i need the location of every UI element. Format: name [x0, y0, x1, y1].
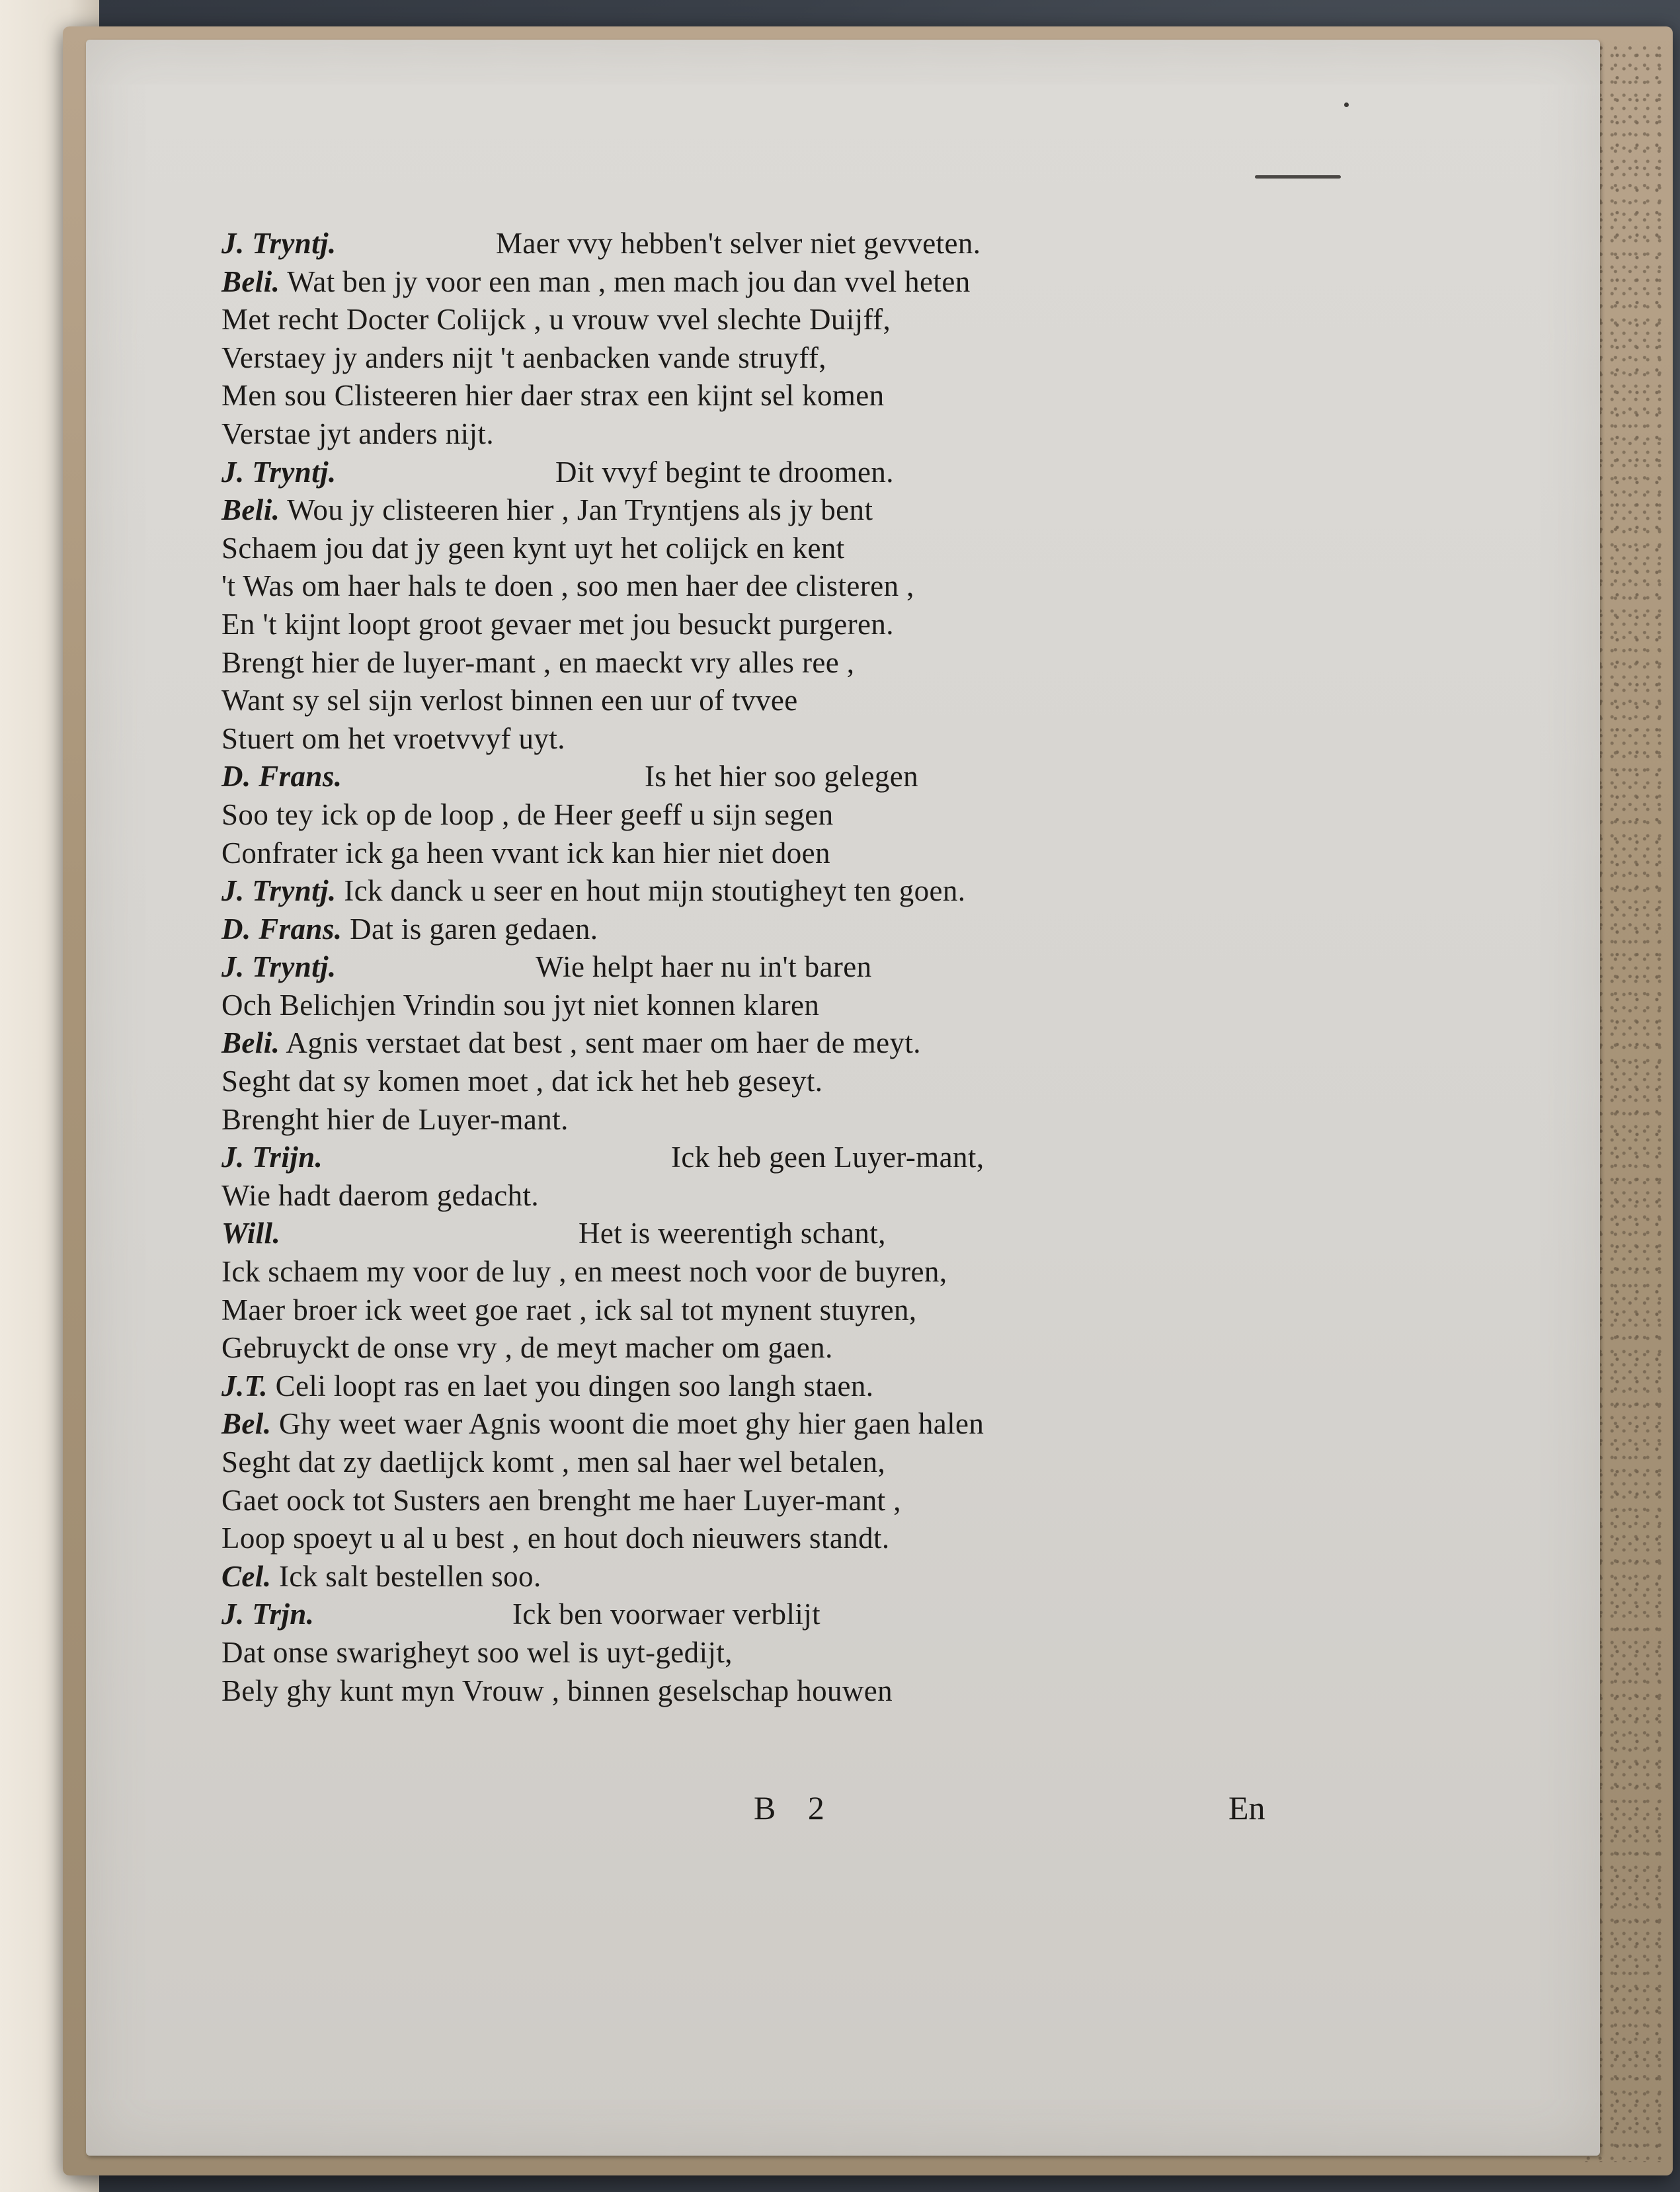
verse-line	[221, 1672, 1226, 1711]
signature-mark: B 2	[754, 1789, 836, 1826]
verse-text-block	[221, 225, 1226, 1710]
verse-line	[221, 987, 1226, 1025]
speaker-name: D. Frans.	[221, 760, 342, 793]
line-text: 't Was om haer hals te doen , soo men haer dee clisteren ,	[221, 569, 914, 603]
verse-line	[221, 567, 1226, 606]
verse-line	[221, 834, 1226, 873]
line-text: Verstae jyt anders nijt.	[221, 417, 494, 450]
speaker-name: J. Trjn.	[221, 1598, 315, 1631]
verse-line	[221, 758, 1226, 796]
line-text: Brenght hier de Luyer-mant.	[221, 1102, 569, 1136]
speaker-name: J. Tryntj.	[221, 227, 337, 260]
speaker-name: Will.	[221, 1217, 281, 1250]
speaker-name: Cel.	[221, 1559, 272, 1593]
verse-line	[221, 1215, 1226, 1253]
line-text-continued: Maer vvy hebben't selver niet gevveten.	[496, 227, 981, 260]
line-text-continued: Is het hier soo gelegen	[645, 760, 919, 793]
verse-line	[221, 720, 1226, 758]
verse-line	[221, 948, 1226, 987]
speaker-name: J. Tryntj.	[221, 455, 337, 489]
line-text-continued: Dit vvyf begint te droomen.	[555, 455, 894, 489]
line-text: Celi loopt ras en laet you dingen soo langh staen.	[275, 1369, 874, 1402]
verse-line	[221, 339, 1226, 378]
line-text: Verstaey jy anders nijt 't aenbacken vande struyff,	[221, 341, 826, 374]
verse-line	[221, 454, 1226, 492]
verse-line	[221, 1482, 1226, 1520]
line-text: Dat is garen gedaen.	[350, 912, 598, 946]
line-text: Ick schaem my voor de luy , en meest noch voor de buyren,	[221, 1255, 947, 1289]
speaker-name: Beli.	[221, 1026, 280, 1060]
line-text: Met recht Docter Colijck , u vrouw vvel slechte Duijff,	[221, 303, 891, 337]
verse-line	[221, 911, 1226, 949]
line-text: En 't kijnt loopt groot gevaer met jou besuckt purgeren.	[221, 607, 894, 641]
verse-line	[221, 644, 1226, 682]
verse-line	[221, 263, 1226, 302]
verse-line	[221, 872, 1226, 911]
verse-line	[221, 796, 1226, 834]
verse-line	[221, 1634, 1226, 1672]
catchword: En	[1228, 1789, 1265, 1826]
verse-line	[221, 1329, 1226, 1367]
line-text-continued: Ick heb geen Luyer-mant,	[671, 1141, 984, 1174]
verse-line	[221, 530, 1226, 568]
line-text: Wou jy clisteeren hier , Jan Tryntjens als jy bent	[287, 493, 873, 527]
verse-line	[221, 1367, 1226, 1406]
line-text: Seght dat sy komen moet , dat ick het heb geseyt.	[221, 1065, 823, 1098]
verse-line	[221, 1443, 1226, 1482]
line-text: Seght dat zy daetlijck komt , men sal haer wel betalen,	[221, 1445, 886, 1479]
verse-line	[221, 606, 1226, 644]
verse-line	[221, 1253, 1226, 1291]
line-text-continued: Het is weerentigh schant,	[579, 1217, 886, 1250]
verse-line	[221, 1177, 1226, 1215]
speaker-name: Beli.	[221, 493, 280, 527]
speaker-name: J. Tryntj.	[221, 950, 337, 984]
speaker-name: D. Frans.	[221, 912, 342, 946]
verse-line	[221, 1101, 1226, 1139]
line-text: Agnis verstaet dat best , sent maer om haer de meyt.	[286, 1026, 921, 1060]
line-text: Loop spoeyt u al u best , en hout doch nieuwers standt.	[221, 1522, 890, 1555]
line-text: Schaem jou dat jy geen kynt uyt het colijck en kent	[221, 531, 845, 565]
line-text: Ick danck u seer en hout mijn stoutigheyt ten goen.	[344, 874, 966, 908]
verse-line	[221, 1405, 1226, 1443]
speaker-name: J.T.	[221, 1369, 268, 1402]
verse-line	[221, 1520, 1226, 1558]
line-text: Och Belichjen Vrindin sou jyt niet konnen klaren	[221, 988, 820, 1022]
verse-line	[221, 1063, 1226, 1101]
line-text: Ghy weet waer Agnis woont die moet ghy hier gaen halen	[279, 1407, 984, 1441]
line-text: Wat ben jy voor een man , men mach jou dan vvel heten	[287, 264, 971, 298]
verse-line	[221, 491, 1226, 530]
verse-line	[221, 225, 1226, 263]
verse-line	[221, 1024, 1226, 1063]
line-text: Soo tey ick op de loop , de Heer geeff u sijn segen	[221, 797, 834, 831]
ink-stroke	[1255, 175, 1341, 179]
line-text: Want sy sel sijn verlost binnen een uur of tvvee	[221, 684, 798, 717]
line-text: Dat onse swarigheyt soo wel is uyt-gedijt,	[221, 1635, 733, 1669]
line-text: Confrater ick ga heen vvant ick kan hier niet doen	[221, 836, 830, 870]
verse-line	[221, 1291, 1226, 1330]
verse-line	[221, 1558, 1226, 1596]
line-text: Bely ghy kunt myn Vrouw , binnen geselschap houwen	[221, 1674, 893, 1707]
line-text: Wie hadt daerom gedacht.	[221, 1178, 540, 1212]
verse-line	[221, 682, 1226, 720]
line-text-continued: Ick ben voorwaer verblijt	[512, 1598, 821, 1631]
line-text-continued: Wie helpt haer nu in't baren	[536, 950, 872, 984]
facing-page-ghost-text	[11, 119, 22, 172]
verse-line	[221, 301, 1226, 339]
line-text: Men sou Clisteeren hier daer strax een kijnt sel komen	[221, 379, 885, 413]
speaker-name: Beli.	[221, 264, 280, 298]
verse-line	[221, 377, 1226, 415]
speaker-name: J. Trijn.	[221, 1141, 323, 1174]
line-text: Gebruyckt de onse vry , de meyt macher om gaen.	[221, 1331, 833, 1365]
line-text: Ick salt bestellen soo.	[279, 1559, 541, 1593]
speaker-name: Bel.	[221, 1407, 272, 1441]
line-text: Maer broer ick weet goe raet , ick sal tot mynent stuyren,	[221, 1293, 917, 1326]
ink-dot	[1344, 102, 1349, 107]
verse-line	[221, 1139, 1226, 1177]
line-text: Brengt hier de luyer-mant , en maeckt vry alles ree ,	[221, 645, 855, 679]
line-text: Gaet oock tot Susters aen brenght me haer Luyer-mant ,	[221, 1483, 901, 1517]
verse-line	[221, 1596, 1226, 1634]
line-text: Stuert om het vroetvvyf uyt.	[221, 721, 565, 755]
verse-line	[221, 415, 1226, 454]
speaker-name: J. Tryntj.	[221, 874, 337, 908]
